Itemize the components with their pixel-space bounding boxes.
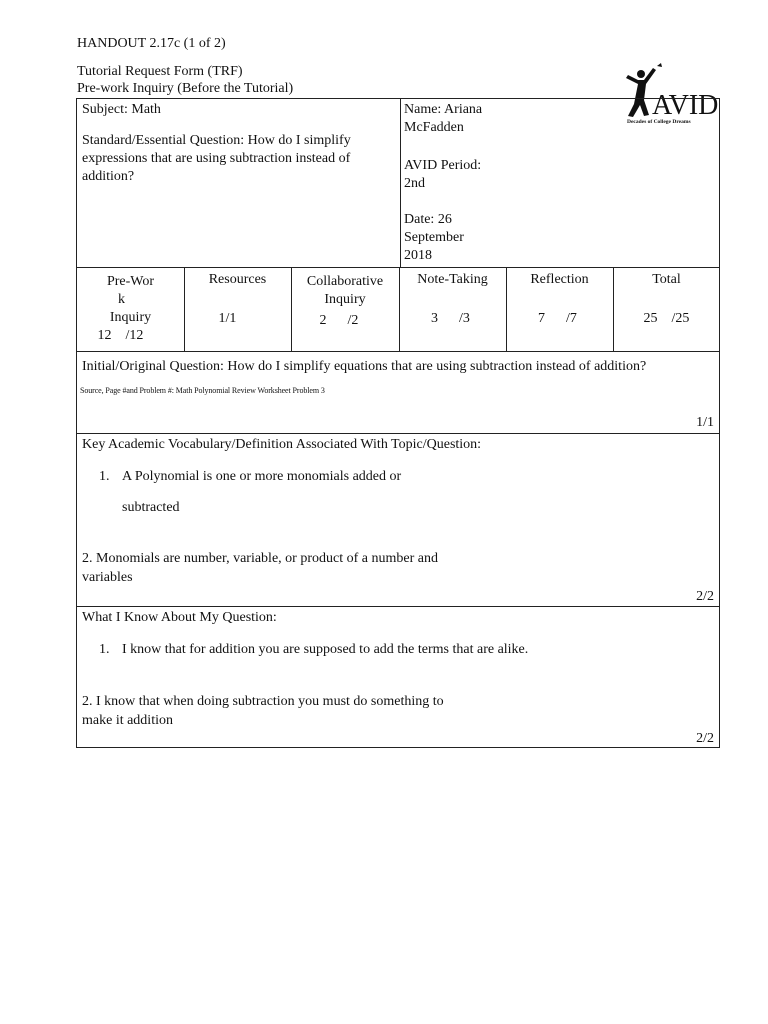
- initial-question: Initial/Original Question: How do I simplify equations that are using subtraction instead of addition?: [82, 359, 647, 374]
- row-divider: [77, 351, 719, 352]
- total-cell: Total 25 /25: [643, 272, 690, 326]
- vocab-item-1-cont: subtracted: [122, 500, 180, 515]
- subject-field: Subject: Math: [82, 102, 161, 117]
- vocab-item-2: 2. Monomials are number, variable, or product of a number and: [82, 551, 438, 566]
- source-line: Source, Page #and Problem #: Math Polynomial Review Worksheet Problem 3: [80, 386, 325, 395]
- period-field: AVID Period: 2nd: [404, 158, 482, 191]
- resources-cell: Resources 1/1: [208, 272, 267, 326]
- svg-text:Decades of College Dreams: Decades of College Dreams: [627, 119, 691, 125]
- collaborative-inquiry-cell: Collaborative Inquiry 2 /2: [306, 274, 384, 328]
- know-item-number: 1.: [99, 642, 110, 657]
- know-item-1: I know that for addition you are supposed to add the terms that are alike.: [122, 642, 529, 657]
- row-divider: [77, 267, 719, 268]
- vocab-heading: Key Academic Vocabulary/Definition Associated With Topic/Question:: [82, 437, 482, 452]
- date-field: Date: 26 September 2018: [404, 212, 464, 263]
- vocab-item-number: 1.: [99, 469, 110, 484]
- know-item-2-cont: make it addition: [82, 713, 173, 728]
- note-taking-cell: Note-Taking 3 /3: [417, 272, 488, 326]
- svg-text:AVID: AVID: [652, 90, 719, 121]
- form-title: Tutorial Request Form (TRF): [77, 64, 243, 79]
- know-item-2: 2. I know that when doing subtraction you must do something to: [82, 694, 444, 709]
- standard-question: Standard/Essential Question: How do I simplify expressions that are using subtraction instead of addition?: [82, 133, 351, 184]
- row-divider: [77, 606, 719, 607]
- form-subtitle: Pre-work Inquiry (Before the Tutorial): [77, 81, 294, 96]
- handout-number: HANDOUT 2.17c (1 of 2): [77, 36, 226, 51]
- vocab-score: 2/2: [696, 589, 714, 604]
- know-score: 2/2: [696, 731, 714, 746]
- trf-table: [76, 98, 720, 748]
- prework-inquiry-cell: Pre-Wor k Inquiry 12 /12: [97, 274, 155, 343]
- know-heading: What I Know About My Question:: [82, 610, 277, 625]
- col-divider: [400, 99, 401, 267]
- vocab-item-2-cont: variables: [82, 570, 133, 585]
- vocab-item-1: A Polynomial is one or more monomials added or: [122, 469, 402, 484]
- reflection-cell: Reflection 7 /7: [530, 272, 589, 326]
- initial-question-score: 1/1: [696, 415, 714, 430]
- row-divider: [77, 433, 719, 434]
- name-field: Name: Ariana McFadden: [404, 102, 483, 135]
